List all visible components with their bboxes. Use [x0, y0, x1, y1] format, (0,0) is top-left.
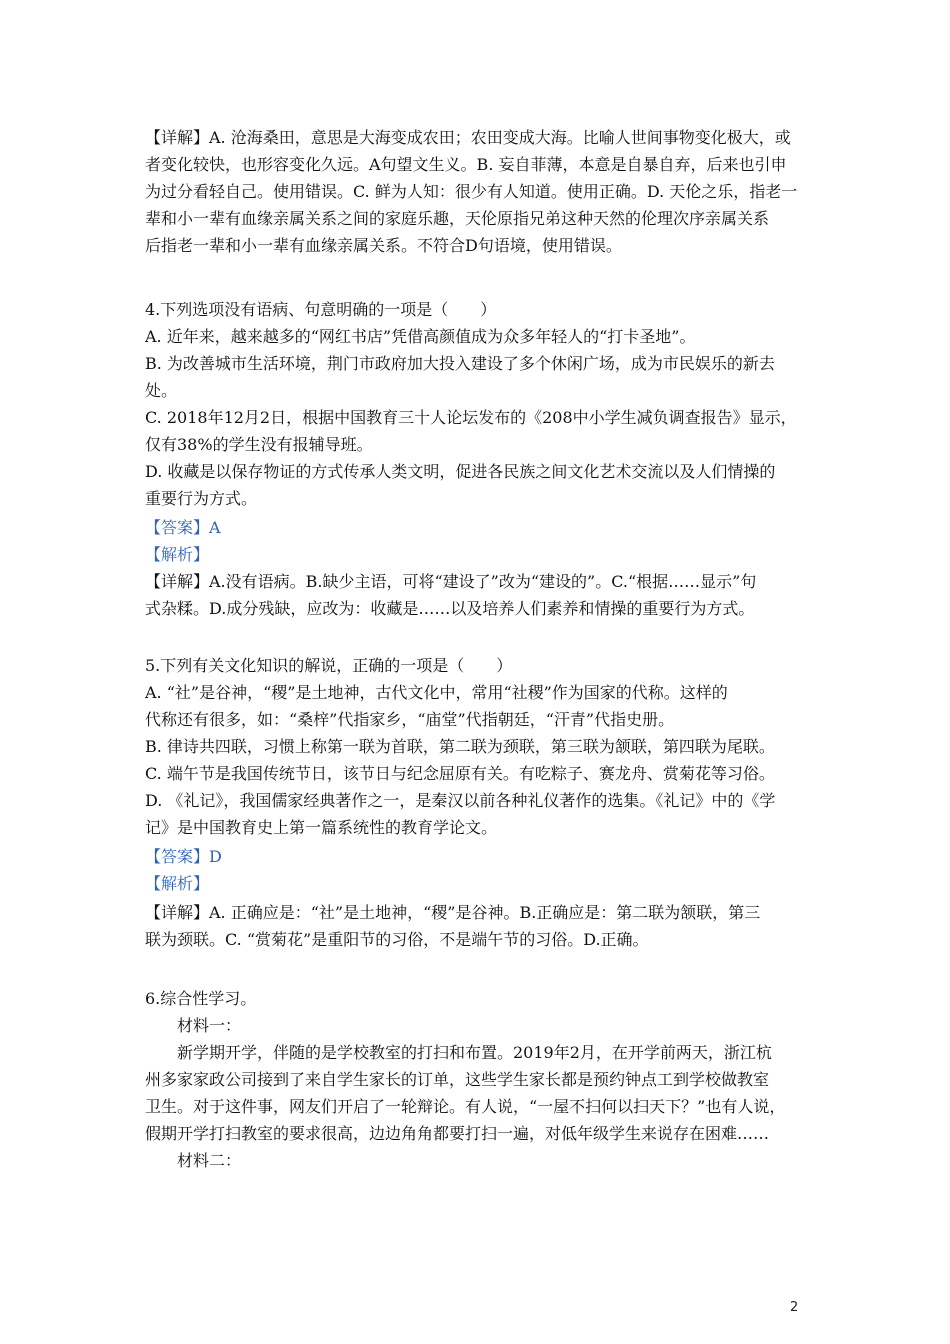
q6-material1-line: 卫生。对于这件事，网友们开启了一轮辩论。有人说，“一屋不扫何以扫天下？”也有人说，: [145, 1097, 786, 1116]
q4-option: B. 为改善城市生活环境，荆门市政府加大投入建设了多个休闲广场，成为市民娱乐的新去: [145, 354, 775, 373]
q5-option: B. 律诗共四联，习惯上称第一联为首联，第二联为颈联，第三联为颔联，第四联为尾联。: [145, 737, 775, 756]
q6-stem: 6.综合性学习。: [145, 989, 257, 1008]
q6-material1-line: 假期开学打扫教室的要求很高，边边角角都要打扫一遍，对低年级学生来说存在困难……: [145, 1124, 770, 1143]
q5-option: C. 端午节是我国传统节日，该节日与纪念屈原有关。有吃粽子、赛龙舟、赏菊花等习俗。: [145, 764, 775, 783]
q5-analysis-label: 【解析】: [145, 874, 210, 893]
q4-option: 重要行为方式。: [145, 489, 258, 508]
q5-answer: 【答案】D: [145, 847, 222, 866]
q4-option: D. 收藏是以保存物证的方式传承人类文明，促进各民族之间文化艺术交流以及人们情操的: [145, 462, 776, 481]
q4-detail-line: 式杂糅。D.成分残缺，应改为：收藏是……以及培养人们素养和情操的重要行为方式。: [145, 599, 755, 618]
q4-analysis-label: 【解析】: [145, 545, 210, 564]
q4-answer: 【答案】A: [145, 518, 221, 537]
q6-material2-title: 材料二：: [177, 1151, 242, 1170]
q5-stem: 5.下列有关文化知识的解说，正确的一项是（ ）: [145, 656, 513, 675]
q6-material1-title: 材料一：: [177, 1016, 242, 1035]
q4-option: 处。: [145, 381, 178, 400]
q4-stem: 4.下列选项没有语病、句意明确的一项是（ ）: [145, 300, 497, 319]
q5-detail-line: 联为颈联。C. “赏菊花”是重阳节的习俗，不是端午节的习俗。D.正确。: [145, 930, 649, 949]
q6-material1-line: 州多家家政公司接到了来自学生家长的订单，这些学生家长都是预约钟点工到学校做教室: [145, 1070, 770, 1089]
q6-material1-line: 新学期开学，伴随的是学校教室的打扫和布置。2019年2月，在开学前两天，浙江杭: [177, 1043, 772, 1062]
q5-option: 代称还有很多，如：“桑梓”代指家乡，“庙堂”代指朝廷，“汗青”代指史册。: [145, 710, 675, 729]
page-number: 2: [790, 1300, 799, 1315]
q5-option: A. “社”是谷神，“稷”是土地神，古代文化中，常用“社稷”作为国家的代称。这样的: [145, 683, 728, 702]
q4-option: C. 2018年12月2日，根据中国教育三十人论坛发布的《208中小学生减负调查报告》显示，: [145, 408, 797, 427]
q3-detail-line: 为过分看轻自己。使用错误。C. 鲜为人知：很少有人知道。使用正确。D. 天伦之乐，指老一: [145, 182, 798, 201]
q4-detail-line: 【详解】A.没有语病。B.缺少主语，可将“建设了”改为“建设的”。C.“根据……显示”句: [145, 572, 757, 591]
q3-detail-line: 辈和小一辈有血缘亲属关系之间的家庭乐趣，天伦原指兄弟这种天然的伦理次序亲属关系: [145, 209, 770, 228]
q3-detail-line: 者变化较快，也形容变化久远。A句望文生义。B. 妄自菲薄，本意是自暴自弃，后来也引申: [145, 155, 787, 174]
q3-detail-line: 后指老一辈和小一辈有血缘亲属关系。不符合D句语境，使用错误。: [145, 236, 622, 255]
q5-option: D. 《礼记》，我国儒家经典著作之一，是秦汉以前各种礼仪著作的选集。《礼记》中的《学: [145, 791, 776, 810]
q4-option: A. 近年来，越来越多的“网红书店”凭借高颜值成为众多年轻人的“打卡圣地”。: [145, 327, 696, 346]
q4-option: 仅有38%的学生没有报辅导班。: [145, 435, 373, 454]
q5-detail-line: 【详解】A. 正确应是：“社”是土地神，“稷”是谷神。B.正确应是：第二联为颔联，第三: [145, 903, 761, 922]
q3-detail-line: 【详解】A. 沧海桑田，意思是大海变成农田；农田变成大海。比喻人世间事物变化极大，或: [145, 128, 791, 147]
q5-option: 记》是中国教育史上第一篇系统性的教育学论文。: [145, 818, 498, 837]
